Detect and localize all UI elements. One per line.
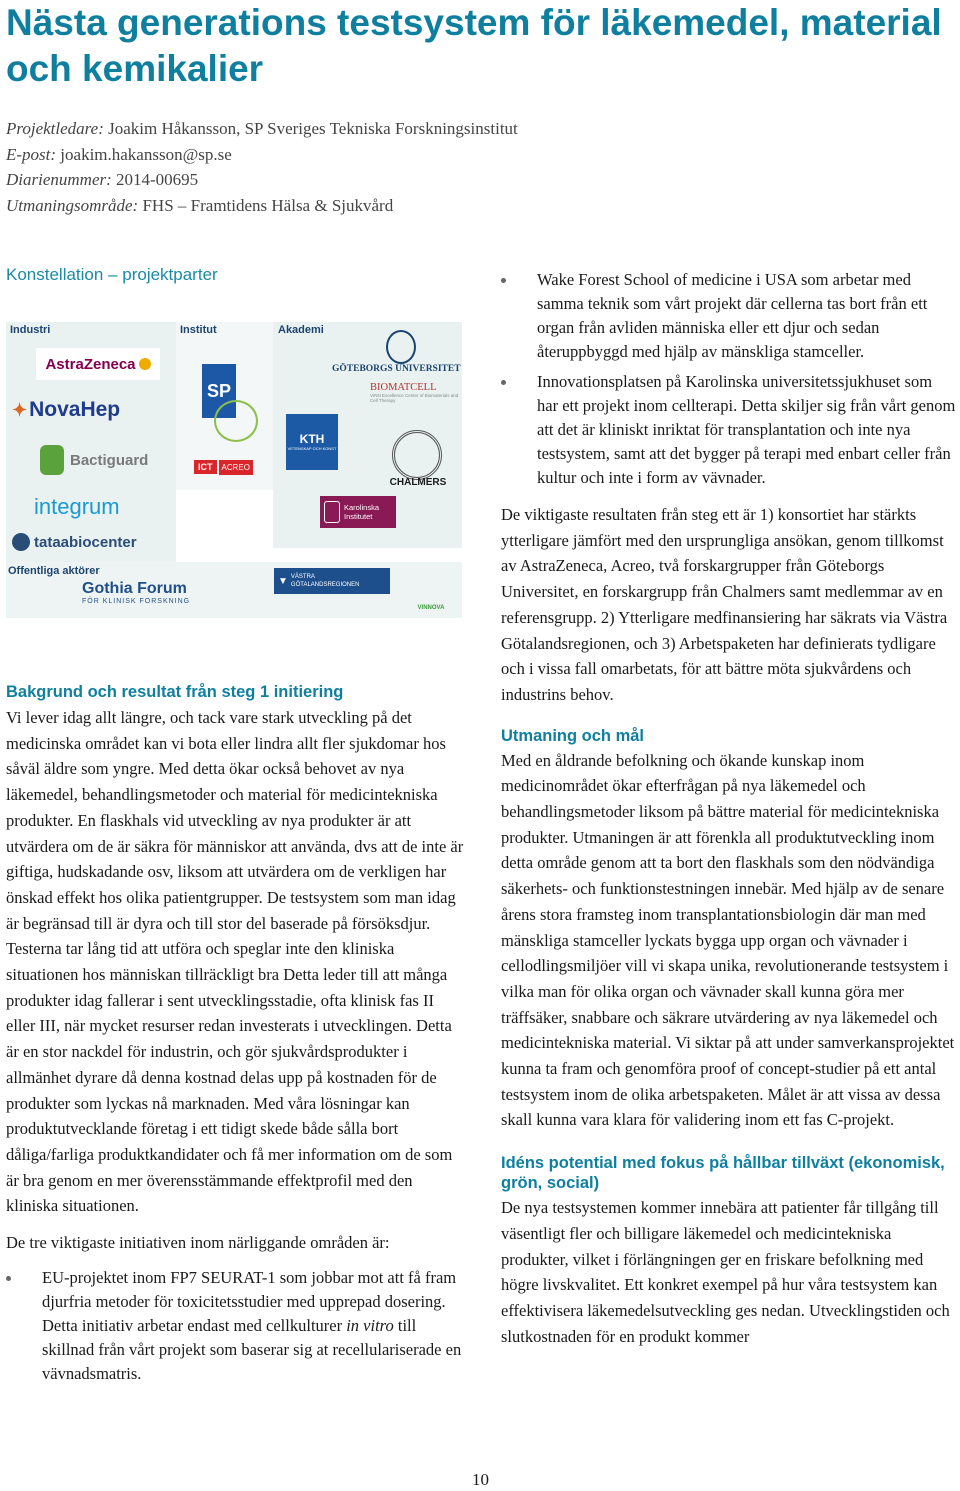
category-akademi: Akademi [278,324,324,336]
right-column-text [501,268,957,1349]
category-offentliga: Offentliga aktörer [8,565,100,577]
idea-paragraph: De nya testsystemen kommer innebära att patienter får tillgång till väsentligt fler och billigare läkemedel och medicintekniska produkter, vilket i förlängningen ger en friskare befolkning med högre livskvalitet. Ett konkret exempel på hur våra testsystem kan effektivisera läkemedelsutveckling ges nedan. Utvecklingstiden och slutkostnaden för en produkt kommer [501,1198,950,1346]
novahep-logo: ✦ NovaHep [12,398,121,421]
astrazeneca-logo: AstraZeneca [36,348,160,380]
background-heading: Bakgrund och resultat från steg 1 initiering [6,683,344,701]
bactiguard-logo: Bactiguard [40,440,160,480]
challenge-paragraph: Med en åldrande befolkning och ökande kunskap inom medicinområdet ökar efterfrågan på nya läkemedel och behandlingsmetoder liksom på bättre material för medicintekniska produkter. Utmaningen är att förenkla all produktutveckling inom detta område genom att ta bort den flaskhals som den nödvändiga säkerhets- och funktionstestningen innebär. Med hjälp av de senare årens stora framsteg inom transplantationsbiologin där man med mänskliga stamceller lyckats bygga upp organ och vävnader i cellodlingsmiljöer vill vi skapa unika, revolutionerande testsystem i vilka man för olika organ och vävnader skall kunna göra mer träffsäker, snabbare och säkrare utvärdering av nya läkemedel och medicintekniska material. Vi siktar på att under samverkansprojektet kunna ta fram och genomföra proof of concept-studier på ett antal testsystem inom de olika arbetspaketen. Målet är att vissa av dessa skall kunna vara klara för validering inom ett fas C-projekt. [501,750,955,1130]
sp-logo: SP [202,364,236,418]
vgr-logo: ▼ VÄSTRA GÖTALANDSREGIONEN [274,568,390,594]
gothia-forum-logo: Gothia Forum FÖR KLINISK FORSKNING [82,580,191,605]
constellation-heading: Konstellation – projektparter [6,265,218,284]
gu-logo: GÖTEBORGS UNIVERSITET [332,364,461,374]
chalmers-logo: CHALMERS [389,476,447,488]
results-paragraph: De viktigaste resultaten från steg ett är 1) konsortiet har stärkts ytterligare jämfört med den ursprungliga ansökan, genom tillkomst av AstraZeneca, Acreo, två forskargrupper från Göteborgs Universitet, en forskargrupp från Chalmers samt medlemmar av en referensgrupp. 2) Ytterligare medfinansiering har säkrats via Västra Götalandsregionen, och 3) Arbetspaketen har definierats tydligare och i vissa fall omarbetats, för att bättre möta sjukvårdens och industrins behov. [501,505,948,704]
category-industri: Industri [10,324,51,336]
meta-challenge-area: Utmaningsområde: FHS – Framtidens Hälsa & Sjukvård [6,195,394,215]
list-item: EU-projektet inom FP7 SEURAT-1 som jobbar mot att få fram djurfria metoder för toxicitetsstudier med upprepad dosering. Detta initiativ arbetar endast med cellkulturer in vitro till skillnad från vårt projekt som baserar sig at recellulariserade en vävnadsmatris. [6,1266,466,1386]
initiatives-intro: De tre viktigaste initiativen inom närliggande områden är: [6,1233,390,1253]
chalmers-seal-icon [392,430,442,480]
biomatcell-logo: BIOMATCELL VINN Excellence Center of Biomaterials and Cell Therapy [370,382,459,403]
category-institut: Institut [180,324,217,336]
list-item: Wake Forest School of medicine i USA som arbetar med samma teknik som vårt projekt där cellerna tas bort från ett organ från avliden människa eller ett djur och sedan återuppbyggd med hjälp av mänskliga stamceller. [501,268,957,364]
acreo-logo: ICT ACREO [194,458,260,476]
page-title: Nästa generations testsystem för läkemedel, material och kemikalier [6,2,942,89]
background-paragraph: Vi lever idag allt längre, och tack vare stark utveckling på det medicinska området kan vi bota eller lindra allt fler sjukdomar hos såväl äldre som yngre. Med detta ökar också behovet av nya läkemedel, behandlingsmetoder och material för medicintekniska produkter. En flaskhals vid utveckling av nya produkter är att utvärdera om de är säkra för människor att använda, dvs att de inte är giftiga, hudskadande osv, liksom att utvärdera om de verkligen har önskad effekt hos olika patientgrupper. De testsystem som man idag är begränsad till är dyra och till stor del baserade på försöksdjur. Testerna tar lång tid att utföra och speglar inte den kliniska situationen hos människan tillräckligt bra Detta leder till att många produkter idag fallerar i sent utvecklingsstadie, ofta klinisk fas II eller III, när mycket resurser redan investerats i utvecklingen. Detta är en stor nackdel för industrin, och gör sjukvårdsprodukter i allmänhet dyrare då denna kostnad delas upp på kostnaden för de produkter som lyckas nå marknaden. Med våra lösningar kan produktutvecklande företag i ett tidigt skede både sålla bort dåliga/farliga produktkandidater och få mer information om de som är bra genom en mer överensstämmande effektprofil med den kliniska situationen. [6,708,464,1216]
initiatives-list [6,1266,466,1386]
meta-registration-number: Diarienummer: 2014-00695 [6,170,199,189]
meta-email: E-post: joakim.hakansson@sp.se [6,144,232,164]
integrum-logo: integrum [34,494,120,519]
page-number: 10 [472,1470,489,1489]
partner-figure [6,322,462,618]
meta-project-leader: Projektledare: Joakim Håkansson, SP Sveriges Tekniska Forskningsinstitut [6,119,518,138]
left-column-text [6,682,466,1386]
vinnova-logo: VINNOVA [417,605,445,611]
tataa-logo: tataabiocenter [12,530,164,554]
idea-heading: Idéns potential med fokus på hållbar tillväxt (ekonomisk, grön, social) [501,1154,945,1193]
kth-logo: KTH VETENSKAP OCH KONST [286,414,338,470]
project-meta [6,116,518,218]
list-item: Innovationsplatsen på Karolinska universitetssjukhuset som har ett projekt inom cellterapi. Detta skiljer sig från vårt genom att det är kliniskt inriktat för transplantation och inte nya testsystem, samt att det bygger på terapi med enbart celler från kultur och inte i form av vävnader. [501,370,957,490]
sp-science-partner-icon [214,400,258,442]
challenge-heading: Utmaning och mål [501,726,645,745]
related-initiatives-list [501,268,957,490]
gu-seal-icon [386,330,416,364]
ki-logo: Karolinska Institutet [320,496,396,528]
